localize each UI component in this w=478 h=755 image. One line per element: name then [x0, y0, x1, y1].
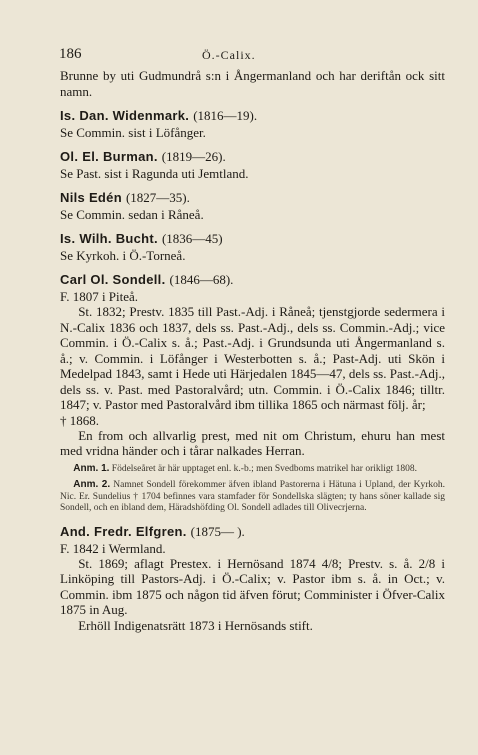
entry-heading [60, 230, 445, 248]
entry-heading [60, 148, 445, 166]
entry-years: (1836—45) [161, 231, 223, 246]
intro-paragraph: Brunne by uti Gudmundrå s:n i Ångermanland och har deriftån ock sitt namn. [60, 68, 445, 99]
entry-years: (1875— ). [190, 523, 245, 539]
description-paragraph: En from och allvarlig prest, med nit om Christum, ehuru han mest med vridna händer och i tårar nalkades Herran. [60, 427, 445, 458]
entry-name: Wilh. Bucht. [79, 231, 158, 246]
entry-detail: Se Kyrkoh. i Ö.-Torneå. [60, 248, 186, 263]
footnote-2 [60, 479, 445, 515]
page-number: 186 [59, 46, 82, 62]
entry-name: Carl Ol. Sondell. [60, 272, 166, 287]
entry-heading [60, 271, 445, 289]
entry-bucht [60, 230, 445, 263]
page-header [0, 46, 478, 64]
career-paragraph: St. 1869; aflagt Prestex. i Hernösand 1874 4/8; Prestv. s. å. 2/8 i Linköping till Pastors-Adj. i Ö.-Calix; v. Pastor ibm s. å. in Oct.; v. Commin. ibm 1875 och någon tid äfven förut; Comminister i Öfver-Calix 1875 in Aug. [60, 555, 445, 617]
entry-widenmark [60, 107, 445, 140]
entry-detail: Se Past. sist i Ragunda uti Jemtland. [60, 166, 249, 181]
entry-heading [60, 107, 445, 125]
entry-years: (1819—26). [161, 149, 226, 164]
indigenat-line: Erhöll Indigenatsrätt 1873 i Hernösands stift. [78, 617, 313, 633]
entry-years: (1827—35). [125, 190, 190, 205]
career-paragraph: St. 1832; Prestv. 1835 till Past.-Adj. i Råneå; tjenstgjorde sedermera i N.-Calix 1836 och 1837, dels ss. Past.-Adj., dels ss. Commin.-Adj.; vice Commin. i Ö.-Calix s. å.; Past.-Adj. i Grundsunda uti Ångermanland s. å.; v. Commin. i Löfånger i Westerbotten s. å.; Past-Adj. uti Skön i Medelpad 1843, samt i Hede uti Härjedalen 1845—47, dels ss. Past.-Adj., dels ss. v. Past. med Pastoralvård; utn. Commin. i Ö.-Calix 1846; tilltr. 1847; v. Pastor med Pastoralvård ibm tillika 1865 och närmast följ. år; [60, 304, 445, 412]
entry-prefix: Is. [60, 231, 76, 246]
birth-line: F. 1807 i Piteå. [60, 289, 139, 304]
footnote-label: Anm. 2. [73, 479, 111, 490]
entry-prefix: Is. [60, 108, 76, 123]
entry-name: El. Burman. [82, 149, 158, 164]
entry-burman [60, 148, 445, 181]
entry-heading [60, 523, 445, 541]
entry-detail: Se Commin. sedan i Råneå. [60, 207, 204, 222]
footnote-1 [60, 463, 445, 476]
entry-years: (1846—68). [169, 272, 234, 287]
entry-detail: Se Commin. sist i Löfånger. [60, 125, 206, 140]
entry-name: Dan. Widenmark. [79, 108, 190, 123]
running-title: Ö.-Calix. [202, 48, 256, 62]
entry-elfgren [60, 523, 445, 634]
footnote-text: Namnet Sondell förekommer äfven ibland Pastorerna i Hätuna i Upland, der Kyrkoh. Nic. Er. Sundelius † 1704 befinnes vara stamfader för Sondellska slägten; ty hans söner kallade sig Sondell, och en ibland dem, Häradshöfding Ol. Sondell adlades till Olivecrjerna. [60, 480, 446, 513]
entry-prefix: Ol. [60, 149, 79, 164]
footnote-text: Födelseåret är här upptaget enl. k.-b.; men Svedboms matrikel har orikligt 1808. [111, 463, 418, 474]
entry-heading [60, 189, 445, 207]
death-line: † 1868. [60, 412, 99, 428]
footnote-label: Anm. 1. [73, 462, 110, 474]
entry-years: (1816—19). [193, 108, 258, 123]
entry-name: Nils Edén [60, 190, 122, 205]
page-body [60, 68, 445, 641]
entry-name: And. Fredr. Elfgren. [60, 523, 187, 539]
entry-eden [60, 189, 445, 222]
birth-line: F. 1842 i Wermland. [60, 540, 166, 556]
entry-sondell [60, 271, 445, 515]
